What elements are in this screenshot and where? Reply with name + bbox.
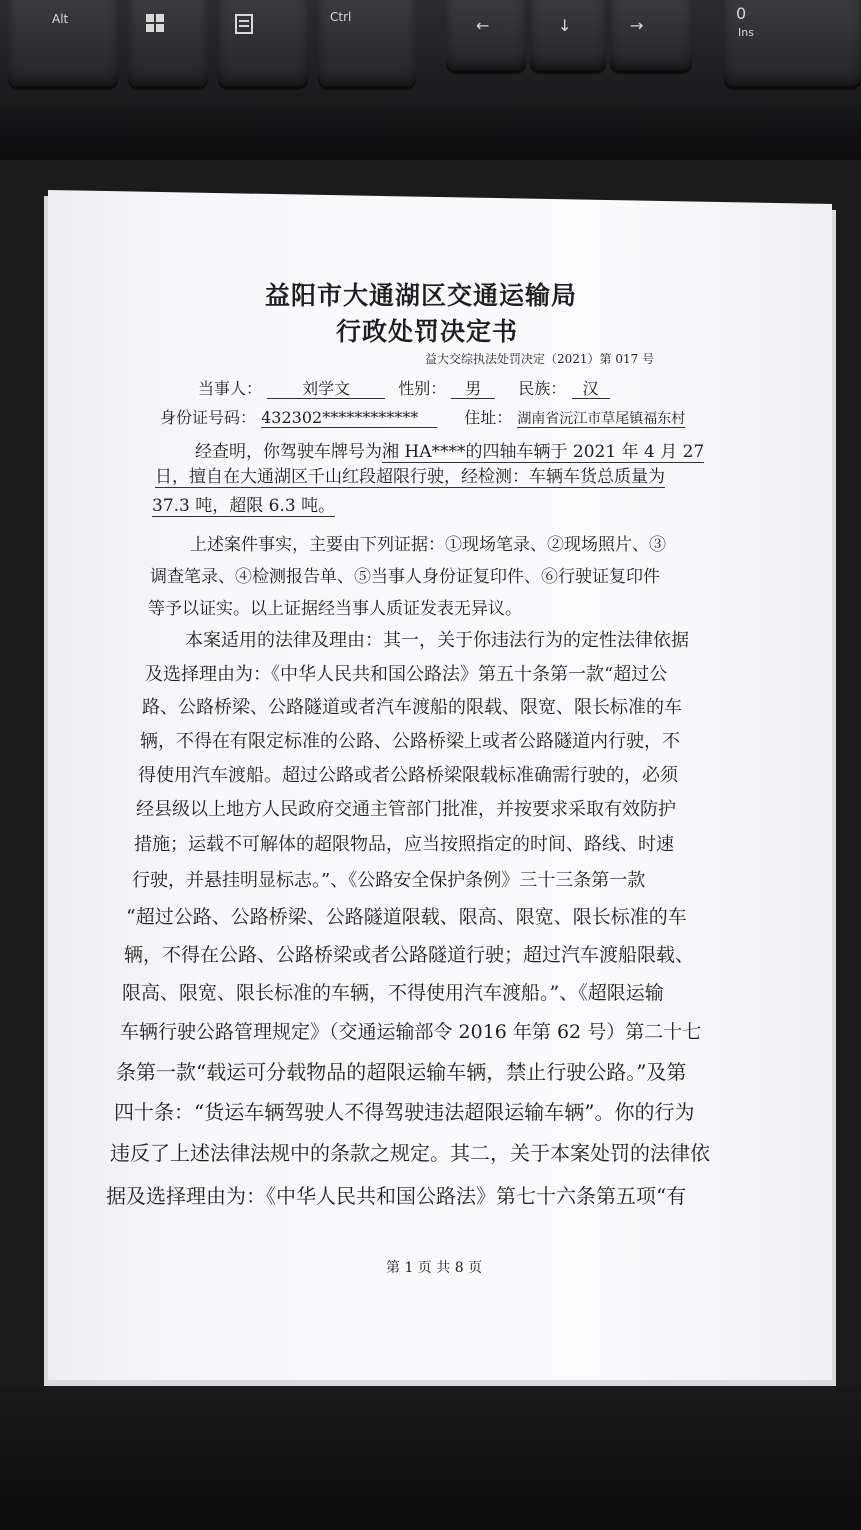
law-line-7: 措施；运载不可解体的超限物品，应当按照指定的时间、路线、时速 [134, 834, 674, 855]
menu-icon [234, 14, 254, 37]
law-line-6: 经县级以上地方人民政府交通主管部门批准，并按要求采取有效防护 [136, 799, 676, 820]
party-line [198, 376, 610, 399]
right-arrow-key: → [610, 0, 692, 70]
menu-key [218, 0, 308, 86]
gender-label: 性别： [398, 379, 447, 398]
address-value: 湖南省沅江市草尾镇福东村 [517, 411, 686, 427]
law-line-3: 路、公路桥梁、公路隧道或者汽车渡船的限载、限宽、限长标准的车 [142, 697, 682, 718]
facts-lead: 经查明，你驾驶车牌号为 [195, 442, 382, 462]
law-line-5: 得使用汽车渡船。超过公路或者公路桥梁限载标准确需行驶的，必须 [138, 765, 678, 786]
windows-key [128, 0, 208, 86]
law-line-13: 条第一款“载运可分载物品的超限运输车辆，禁止行驶公路。”及第 [116, 1060, 687, 1084]
address-label: 住址： [464, 408, 513, 427]
facts-line-3: 37.3 吨，超限 6.3 吨。 [152, 496, 336, 516]
law-line-11: 限高、限宽、限长标准的车辆，不得使用汽车渡船。”、《超限运输 [122, 982, 664, 1004]
document-title: 益阳市大通湖区交通运输局 [265, 281, 578, 310]
law-line-10: 辆，不得在公路、公路桥梁或者公路隧道行驶；超过汽车渡船限载、 [124, 944, 695, 966]
desk [0, 1385, 861, 1530]
law-line-9: “超过公路、公路桥梁、公路隧道限载、限高、限宽、限长标准的车 [126, 906, 687, 928]
law-line-4: 辆，不得在有限定标准的公路、公路桥梁上或者公路隧道内行驶，不 [140, 731, 680, 752]
party-label: 当事人： [198, 379, 263, 398]
id-line [160, 405, 685, 428]
law-line-2: 及选择理由为：《中华人民共和国公路法》第五十条第一款“超过公 [145, 664, 668, 685]
windows-logo-icon [146, 14, 164, 35]
facts-line-1 [195, 437, 704, 463]
id-label: 身份证号码： [160, 408, 257, 427]
left-arrow-key: ← [446, 0, 526, 70]
page-footer: 第 1 页 共 8 页 [386, 1260, 483, 1276]
law-line-14: 四十条：“货运车辆驾驶人不得驾驶违法超限运输车辆”。你的行为 [114, 1100, 695, 1124]
keyboard [0, 0, 861, 120]
alt-key: Alt [8, 0, 118, 86]
document-subtitle: 行政处罚决定书 [336, 317, 519, 346]
ethnicity-value: 汉 [572, 381, 610, 399]
evidence-line-2: 调查笔录、④检测报告单、⑤当事人身份证复印件、⑥行驶证复印件 [150, 567, 660, 587]
ins-key: 0 Ins [724, 0, 861, 86]
law-line-12: 车辆行驶公路管理规定》（交通运输部令 2016 年第 62 号）第二十七 [120, 1021, 702, 1043]
document-number: 益大交综执法处罚决定（2021）第 017 号 [425, 352, 655, 366]
id-number: 432302************ [261, 410, 437, 428]
party-name: 刘学文 [267, 381, 385, 399]
law-line-1: 本案适用的法律及理由：其一，关于你违法行为的定性法律依据 [185, 630, 689, 651]
law-line-16: 据及选择理由为：《中华人民共和国公路法》第七十六条第五项“有 [106, 1184, 687, 1208]
evidence-line-1: 上述案件事实，主要由下列证据：①现场笔录、②现场照片、③ [190, 535, 666, 555]
ctrl-key: Ctrl [318, 0, 416, 86]
ethnicity-label: 民族： [518, 379, 567, 398]
keyboard-edge [0, 108, 861, 160]
facts-underlined: 湘 HA****的四轴车辆于 2021 年 4 月 27 [382, 442, 705, 462]
law-line-15: 违反了上述法律法规中的条款之规定。其二，关于本案处罚的法律依 [110, 1141, 710, 1165]
evidence-line-3: 等予以证实。以上证据经当事人质证发表无异议。 [148, 599, 522, 619]
down-arrow-key: ↓ [530, 0, 606, 70]
facts-line-2: 日，擅自在大通湖区千山红段超限行驶，经检测：车辆车货总质量为 [155, 467, 665, 487]
law-line-8: 行驶，并悬挂明显标志。”、《公路安全保护条例》三十三条第一款 [132, 870, 646, 891]
gender-value: 男 [451, 381, 495, 399]
